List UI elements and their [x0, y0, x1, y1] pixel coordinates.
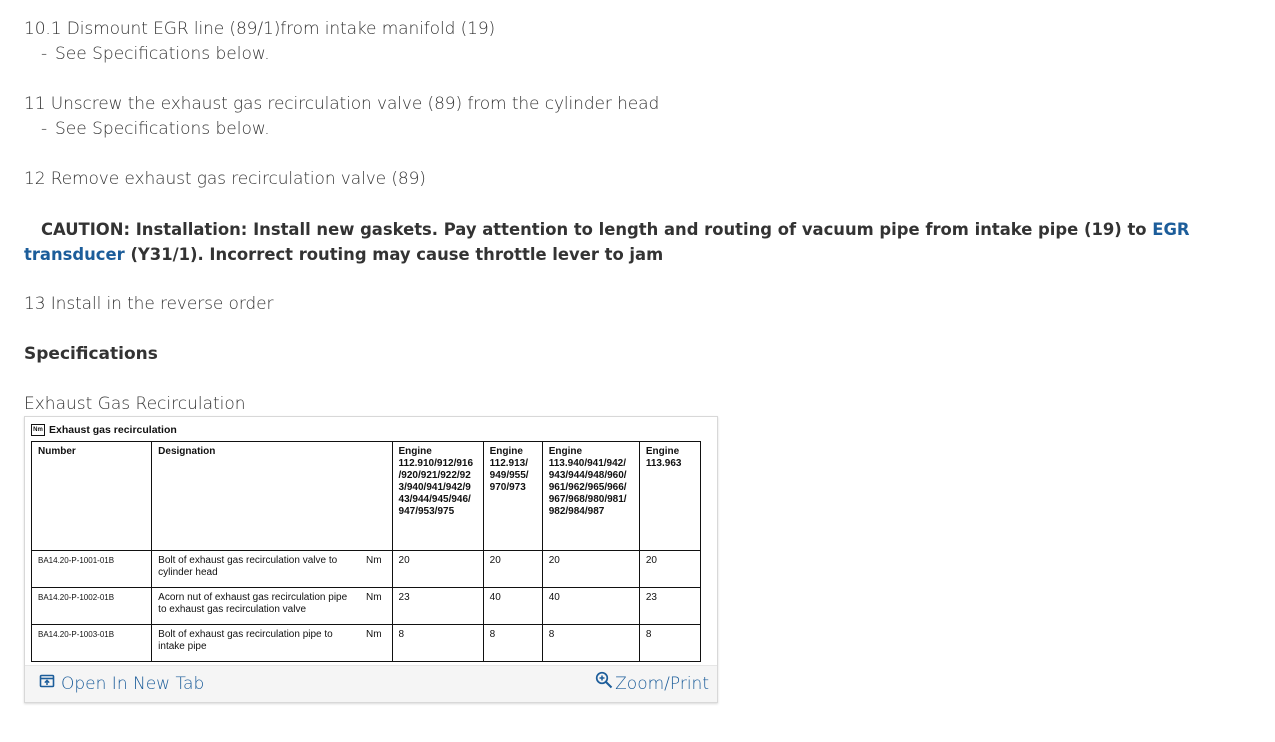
open-in-new-tab-button[interactable]: Open In New Tab — [39, 666, 204, 702]
col-engine-2: Engine 112.913/ 949/955/ 970/973 — [483, 442, 542, 551]
step-text: 11 Unscrew the exhaust gas recirculation valve (89) from the cylinder head — [24, 94, 660, 114]
step-subnote: - See Specifications below. — [41, 119, 270, 139]
figure-toolbar — [25, 665, 717, 702]
table-row: BA14.20-P-1002-01B Acorn nut of exhaust gas recirculation pipe to exhaust gas recirculation valve Nm 23 40 40 23 — [32, 588, 701, 625]
step-11 — [24, 92, 659, 142]
table-row: BA14.20-P-1001-01B Bolt of exhaust gas recirculation valve to cylinder head Nm 20 20 20 20 — [32, 551, 701, 588]
table-row: BA14.20-P-1003-01B Bolt of exhaust gas recirculation pipe to intake pipe Nm 8 8 8 8 — [32, 625, 701, 662]
step-subnote: - See Specifications below. — [41, 44, 270, 64]
spec-table — [31, 441, 701, 662]
spec-figure-image — [31, 421, 707, 665]
caution-text: CAUTION: Installation: Install new gaskets. Pay attention to length and routing of vacuum pipe from intake pipe (19) to — [41, 220, 1153, 239]
zoom-print-button[interactable]: Zoom/Print — [595, 666, 709, 702]
step-10-1 — [24, 17, 495, 67]
figure-caption: Exhaust Gas Recirculation — [24, 394, 246, 414]
zoom-in-icon — [595, 666, 613, 702]
step-text: 12 Remove exhaust gas recirculation valve (89) — [24, 169, 426, 189]
table-header-row — [32, 442, 701, 551]
col-number: Number — [32, 442, 152, 551]
col-engine-1: Engine 112.910/912/916 /920/921/922/92 3/940/941/942/9 43/944/945/946/ 947/953/975 — [392, 442, 483, 551]
step-13 — [24, 292, 273, 317]
caution-note — [24, 217, 1259, 267]
col-engine-4: Engine 113.963 — [639, 442, 700, 551]
col-designation: Designation — [152, 442, 392, 551]
caution-text-end: (Y31/1). Incorrect routing may cause throttle lever to jam — [124, 245, 664, 264]
torque-icon: Nm — [31, 424, 45, 436]
step-text: 13 Install in the reverse order — [24, 294, 274, 314]
spec-figure — [24, 416, 718, 703]
col-engine-3: Engine 113.940/941/942/ 943/944/948/960/ 961/962/965/966/ 967/968/980/981/ 982/984/987 — [542, 442, 639, 551]
step-text: 10.1 Dismount EGR line (89/1)from intake manifold (19) — [24, 19, 496, 39]
egr-transducer-link[interactable]: EGR transducer — [24, 220, 1190, 264]
doc-title: Nm Exhaust gas recirculation — [31, 421, 707, 439]
step-12 — [24, 167, 426, 192]
open-new-tab-icon — [39, 666, 55, 702]
specifications-heading: Specifications — [24, 344, 158, 364]
